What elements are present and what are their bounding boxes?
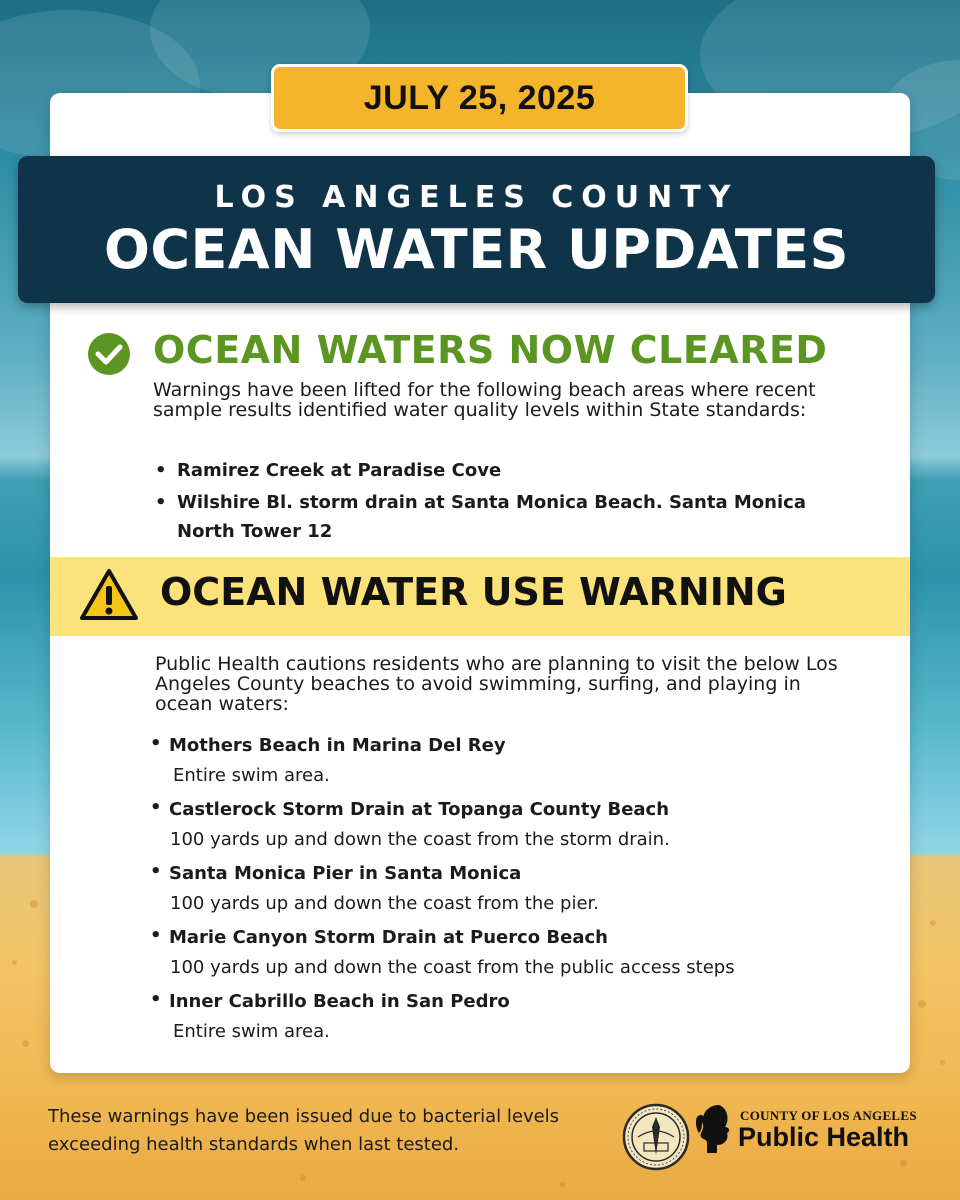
- warning-item: [150, 923, 890, 987]
- warning-item: [150, 731, 890, 795]
- warning-item-detail: Entire swim area.: [173, 1021, 330, 1042]
- title-banner: [18, 156, 935, 303]
- title-main: OCEAN WATER UPDATES: [103, 218, 849, 281]
- cleared-item: • Wilshire Bl. storm drain at Santa Monica Beach. Santa Monica North Tower 12: [155, 488, 865, 546]
- cleared-intro: Warnings have been lifted for the following beach areas where recent sample results identified water quality levels within State standards:: [153, 379, 816, 421]
- warning-list: [150, 731, 890, 1051]
- warning-item-name: • Mothers Beach in Marina Del Rey: [169, 735, 506, 756]
- date-text: JULY 25, 2025: [363, 78, 596, 117]
- check-circle-icon: [87, 332, 131, 376]
- footer-note: These warnings have been issued due to bacterial levels exceeding health standards when last tested.: [48, 1106, 560, 1155]
- logo-public-health-text: Public Health: [738, 1122, 910, 1152]
- public-health-figure-icon: [695, 1103, 737, 1155]
- warning-item-detail: 100 yards up and down the coast from the pier.: [170, 893, 600, 914]
- cleared-list: [155, 456, 865, 549]
- warning-item-name: • Marie Canyon Storm Drain at Puerco Beach: [169, 927, 608, 948]
- warning-item-detail: 100 yards up and down the coast from the storm drain.: [170, 829, 670, 850]
- date-badge: [271, 64, 688, 132]
- warning-item-name: • Santa Monica Pier in Santa Monica: [169, 863, 522, 884]
- warning-item: [150, 987, 890, 1051]
- title-county: LOS ANGELES COUNTY: [214, 180, 739, 215]
- warning-item: [150, 795, 890, 859]
- warning-triangle-icon: [79, 568, 139, 622]
- warning-item: [150, 859, 890, 923]
- warning-item-name: • Inner Cabrillo Beach in San Pedro: [169, 991, 510, 1012]
- logo-county-text: COUNTY OF LOS ANGELES: [740, 1108, 917, 1123]
- warning-heading: OCEAN WATER USE WARNING: [160, 570, 787, 614]
- cleared-heading: OCEAN WATERS NOW CLEARED: [153, 328, 828, 372]
- warning-item-detail: 100 yards up and down the coast from the public access steps: [170, 957, 735, 978]
- cleared-item: • Ramirez Creek at Paradise Cove: [155, 456, 865, 485]
- warning-intro: Public Health cautions residents who are planning to visit the below Los Angeles County beaches to avoid swimming, surfing, and playing in ocean waters:: [155, 653, 838, 715]
- warning-item-name: • Castlerock Storm Drain at Topanga County Beach: [169, 799, 670, 820]
- county-seal-icon: [622, 1103, 690, 1171]
- warning-item-detail: Entire swim area.: [173, 765, 330, 786]
